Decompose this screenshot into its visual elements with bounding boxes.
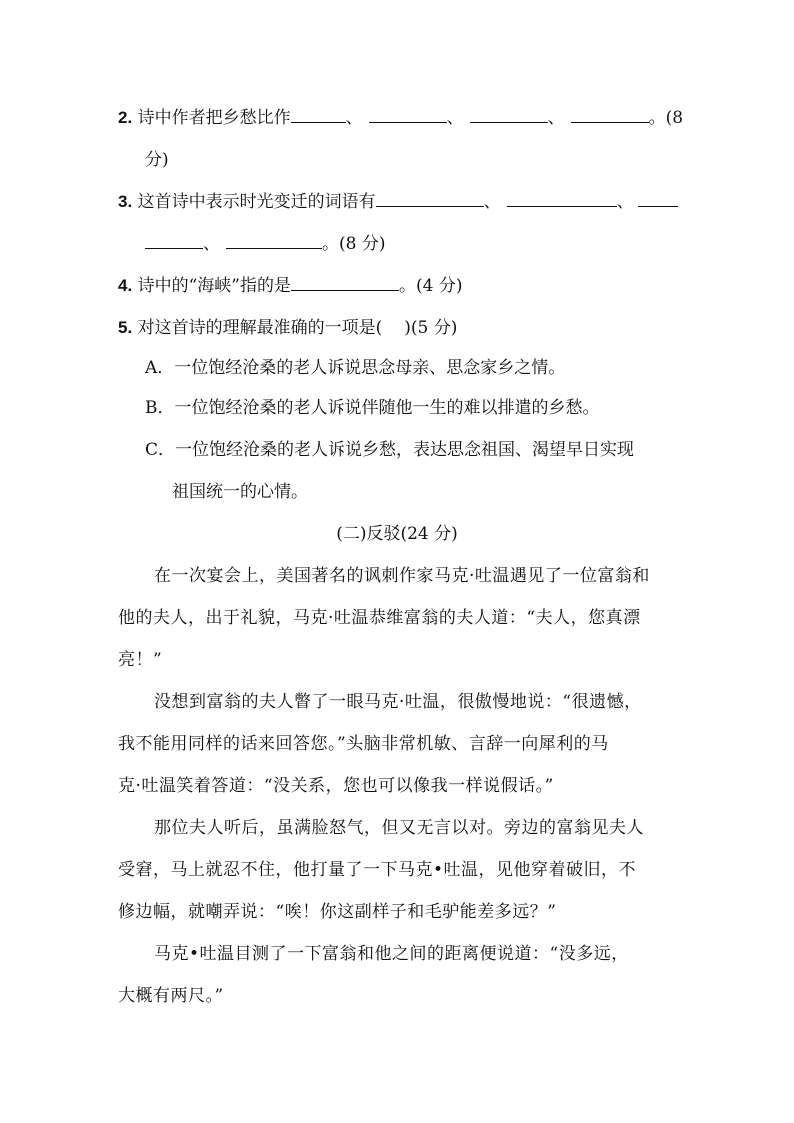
passage-line: 没想到富翁的夫人瞥了一眼马克·吐温，很傲慢地说：“很遗憾， (154, 692, 642, 712)
passage-line: 那位夫人听后，虽满脸怒气，但又无言以对。旁边的富翁见夫人 (154, 818, 644, 838)
score-note: 。(8 (648, 108, 684, 128)
separator: 、 (203, 234, 220, 254)
question-3-continuation (145, 232, 385, 256)
question-4 (118, 274, 462, 298)
passage-line: 他的夫人，出于礼貌，马克·吐温恭维富翁的夫人道：“夫人，您真漂 (118, 608, 641, 628)
option-c: C．一位饱经沧桑的老人诉说乡愁，表达思念祖国、渴望早日实现 (145, 440, 635, 460)
passage-line: 在一次宴会上，美国著名的讽刺作家马克·吐温遇见了一位富翁和 (154, 566, 650, 586)
passage-line: 大概有两尺。” (118, 986, 224, 1006)
question-2-continuation: 分) (145, 150, 169, 170)
question-3 (118, 190, 678, 214)
separator: 、 (345, 108, 363, 128)
answer-blank[interactable] (638, 190, 678, 207)
separator: 、 (616, 192, 634, 212)
separator: 、 (547, 108, 565, 128)
passage-line: 亮！” (118, 650, 163, 670)
passage-line: 克·吐温笑着答道：“没关系，您也可以像我一样说假话。” (118, 776, 554, 796)
separator: 、 (483, 192, 501, 212)
answer-blank[interactable] (291, 106, 346, 123)
answer-blank[interactable] (226, 232, 322, 249)
question-number: 3. (118, 192, 133, 211)
answer-blank[interactable] (369, 106, 447, 123)
score-note: 。(8 分) (322, 234, 386, 254)
answer-blank[interactable] (291, 274, 399, 291)
section-title: (二)反驳(24 分) (336, 524, 458, 544)
question-2 (118, 106, 683, 130)
answer-blank[interactable] (507, 190, 617, 207)
question-number: 4. (118, 276, 133, 295)
option-b: B．一位饱经沧桑的老人诉说伴随他一生的难以排遣的乡愁。 (145, 398, 600, 418)
passage-line: 修边幅，就嘲弄说：“唉！你这副样子和毛驴能差多远？” (118, 902, 557, 922)
score-note: )(5 分) (404, 318, 458, 338)
question-text: 对这首诗的理解最准确的一项是( (137, 318, 383, 338)
option-c-continuation: 祖国统一的心情。 (172, 482, 308, 502)
score-note: 。(4 分) (398, 276, 463, 296)
question-text: 诗中的“海峡”指的是 (137, 276, 291, 296)
question-text: 这首诗中表示时光变迁的词语有 (137, 192, 376, 212)
question-number: 5. (118, 318, 133, 337)
answer-blank[interactable] (470, 106, 548, 123)
question-5 (118, 316, 457, 340)
answer-blank[interactable] (571, 106, 649, 123)
option-a: A．一位饱经沧桑的老人诉说思念母亲、思念家乡之情。 (145, 358, 566, 378)
answer-blank[interactable] (376, 190, 484, 207)
question-text: 诗中作者把乡愁比作 (137, 108, 291, 128)
passage-line: 我不能用同样的话来回答您。”头脑非常机敏、言辞一向犀利的马 (118, 734, 609, 754)
answer-blank[interactable] (145, 232, 203, 249)
question-number: 2. (118, 108, 133, 127)
passage-line: 受窘，马上就忍不住，他打量了一下马克•吐温，见他穿着破旧，不 (118, 860, 637, 880)
passage-line: 马克•吐温目测了一下富翁和他之间的距离便说道：“没多远， (154, 944, 629, 964)
separator: 、 (446, 108, 464, 128)
